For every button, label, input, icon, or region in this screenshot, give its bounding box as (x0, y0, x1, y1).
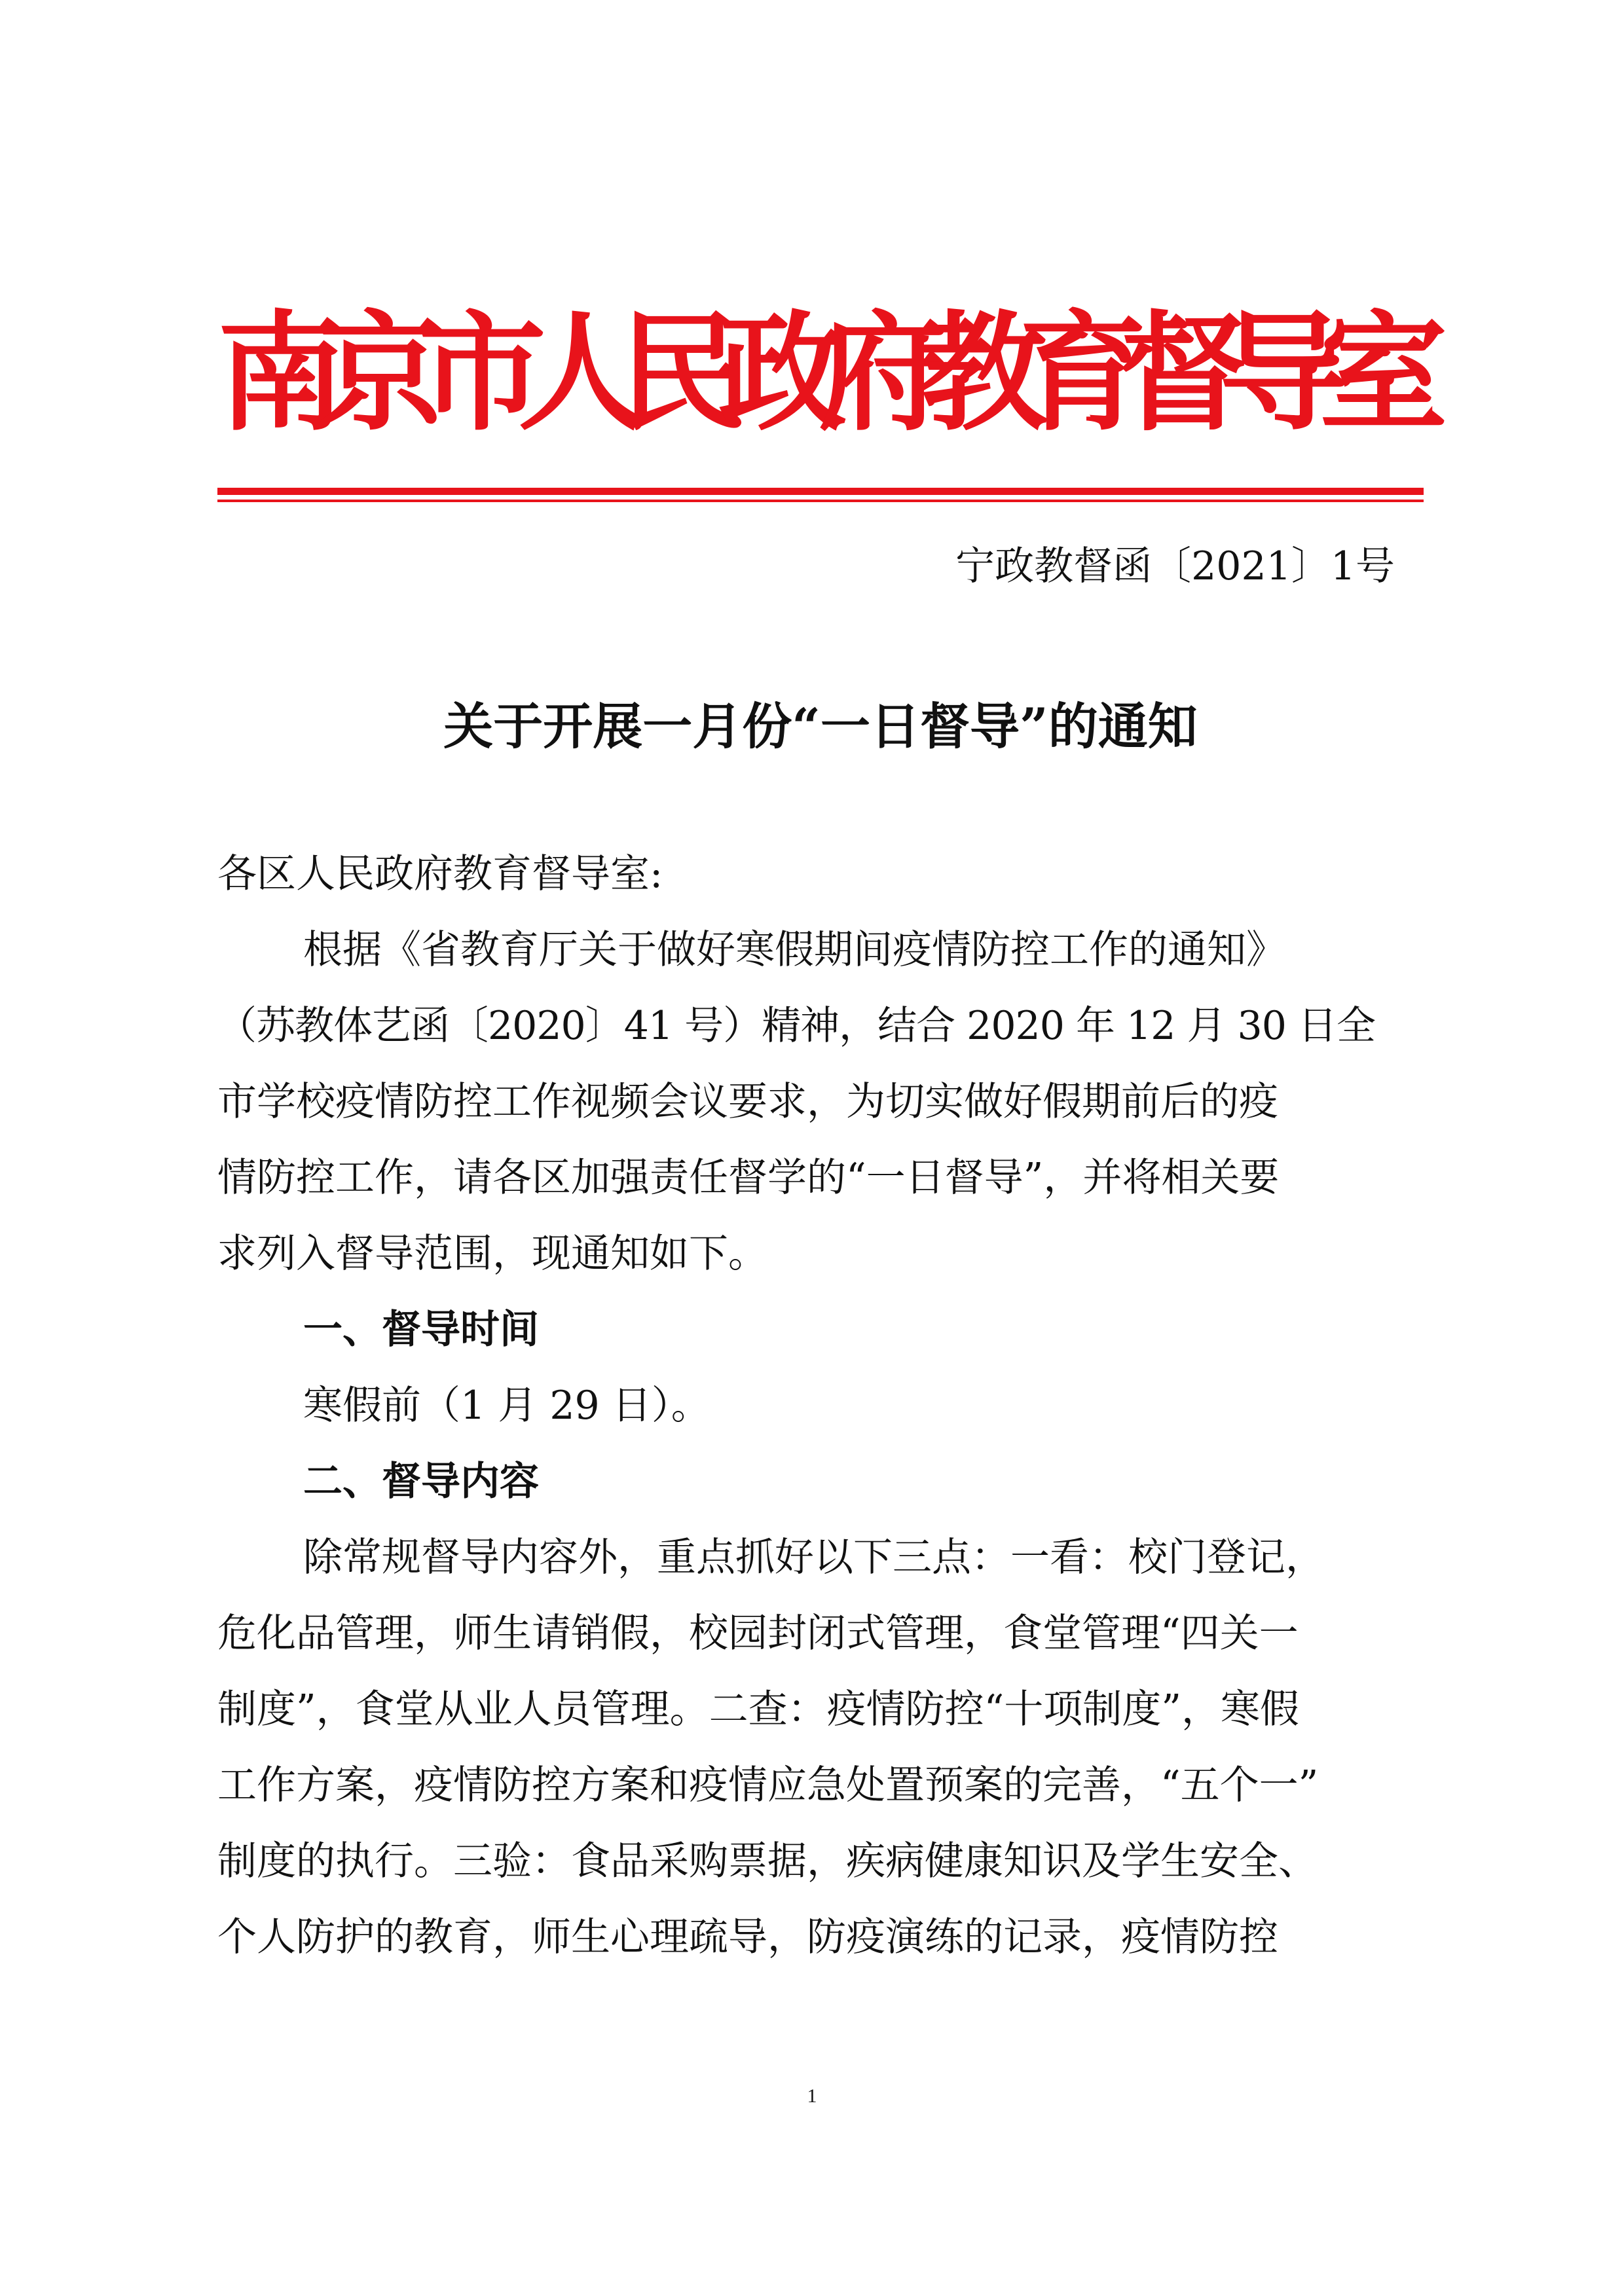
document-number: 宁政教督函〔2021〕1号 (955, 543, 1395, 589)
paragraph-line: 市学校疫情防控工作视频会议要求，为切实做好假期前后的疫 (217, 1079, 1278, 1125)
paragraph-line: 制度”，食堂从业人员管理。二查：疫情防控“十项制度”，寒假 (217, 1686, 1300, 1732)
section-heading-content: 二、督导内容 (303, 1459, 539, 1504)
section-heading-time: 一、督导时间 (303, 1307, 539, 1353)
page-number: 1 (807, 2085, 817, 2107)
paragraph-line: 制度的执行。三验：食品采购票据，疾病健康知识及学生安全、 (217, 1838, 1318, 1884)
paragraph-line: 根据《省教育厅关于做好寒假期间疫情防控工作的通知》 (303, 927, 1285, 973)
paragraph-line: 工作方案，疫情防控方案和疫情应急处置预案的完善，“五个一” (217, 1762, 1319, 1808)
section-body-time: 寒假前（1 月 29 日）。 (303, 1383, 710, 1429)
salutation: 各区人民政府教育督导室: (217, 851, 663, 897)
paragraph-line: （苏教体艺函〔2020〕41 号）精神，结合 2020 年 12 月 30 日全 (217, 1003, 1375, 1049)
paragraph-line: 个人防护的教育，师生心理疏导，防疫演练的记录，疫情防控 (217, 1914, 1278, 1960)
paragraph-line: 危化品管理，师生请销假，校园封闭式管理，食堂管理“四关一 (217, 1611, 1299, 1656)
document-title: 关于开展一月份“一日督导”的通知 (443, 697, 1198, 756)
paragraph-line: 求列入督导范围，现通知如下。 (217, 1231, 767, 1277)
paragraph-line: 除常规督导内容外，重点抓好以下三点：一看：校门登记， (303, 1535, 1325, 1580)
masthead-rule-thick (217, 488, 1424, 495)
paragraph-line: 情防控工作，请各区加强责任督学的“一日督导”，并将相关要 (217, 1155, 1280, 1201)
masthead-org-name: 南京市人民政府教育督导室 (217, 298, 1420, 448)
masthead-rule-thin (217, 500, 1424, 502)
